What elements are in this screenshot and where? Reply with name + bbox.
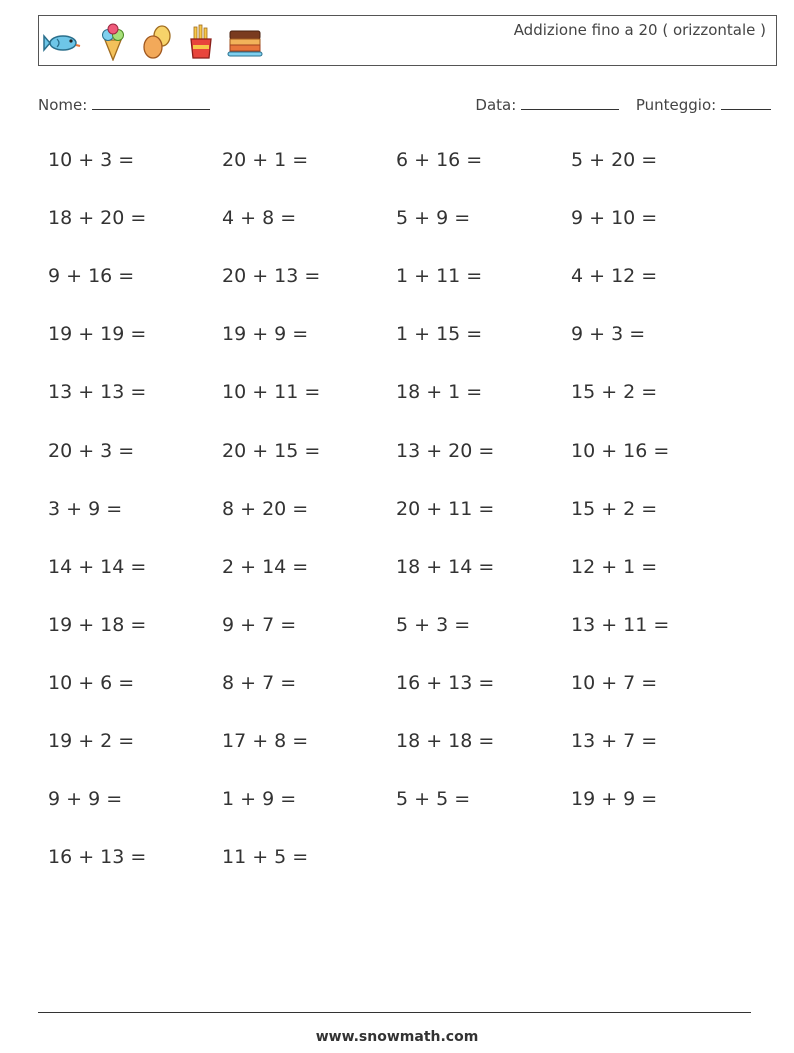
problem-item: 19 + 9 =: [222, 323, 309, 346]
footer-website: www.snowmath.com: [315, 1029, 479, 1045]
worksheet-title: Addizione fino a 20 ( orizzontale ): [513, 21, 766, 39]
problem-item: 13 + 20 =: [396, 439, 495, 462]
problem-item: 15 + 2 =: [571, 497, 658, 520]
problem-item: 5 + 3 =: [396, 613, 471, 636]
problem-item: 13 + 11 =: [571, 613, 670, 636]
problem-item: 10 + 7 =: [571, 671, 658, 694]
problem-item: 18 + 20 =: [48, 207, 147, 230]
problem-item: 10 + 11 =: [222, 381, 321, 404]
fish-icon: [43, 23, 83, 61]
problem-item: 13 + 13 =: [48, 381, 147, 404]
problem-item: 1 + 11 =: [396, 265, 483, 288]
eggs-icon: [137, 23, 177, 61]
problem-item: 4 + 8 =: [222, 207, 297, 230]
info-row: [38, 93, 771, 115]
problem-item: 8 + 7 =: [222, 671, 297, 694]
footer-divider: [38, 1012, 751, 1013]
problem-item: 18 + 18 =: [396, 730, 495, 752]
problem-item: 18 + 14 =: [396, 555, 495, 578]
problem-item: 16 + 13 =: [48, 846, 147, 869]
problem-item: 20 + 1 =: [222, 149, 309, 171]
name-label: Nome:: [38, 96, 88, 114]
header-box: [38, 15, 777, 66]
date-blank[interactable]: [521, 93, 619, 110]
score-blank[interactable]: [721, 93, 771, 110]
problem-item: 19 + 2 =: [48, 730, 135, 752]
name-field: [38, 93, 210, 114]
ice-cream-cone-icon: [93, 23, 133, 61]
problem-item: 3 + 9 =: [48, 497, 123, 520]
problem-item: 19 + 18 =: [48, 613, 147, 636]
problem-item: 5 + 20 =: [571, 149, 658, 171]
problem-item: 9 + 16 =: [48, 265, 135, 288]
problem-item: 20 + 11 =: [396, 497, 495, 520]
name-blank[interactable]: [92, 93, 210, 110]
problem-item: 19 + 9 =: [571, 788, 658, 811]
score-label: Punteggio:: [635, 96, 717, 114]
problem-item: 11 + 5 =: [222, 846, 309, 869]
problem-item: 5 + 5 =: [396, 788, 471, 811]
problem-item: 9 + 10 =: [571, 207, 658, 230]
problem-item: 20 + 15 =: [222, 439, 321, 462]
problem-item: 14 + 14 =: [48, 555, 147, 578]
problem-item: 4 + 12 =: [571, 265, 658, 288]
problem-item: 17 + 8 =: [222, 730, 309, 752]
problem-item: 15 + 2 =: [571, 381, 658, 404]
problem-item: 20 + 3 =: [48, 439, 135, 462]
problem-item: 18 + 1 =: [396, 381, 483, 404]
problem-item: 10 + 3 =: [48, 149, 135, 171]
date-score-fields: [475, 93, 771, 114]
problem-item: 20 + 13 =: [222, 265, 321, 288]
problem-item: 19 + 19 =: [48, 323, 147, 346]
problem-item: 12 + 1 =: [571, 555, 658, 578]
problem-item: 9 + 9 =: [48, 788, 123, 811]
problem-item: 10 + 16 =: [571, 439, 670, 462]
problem-item: 6 + 16 =: [396, 149, 483, 171]
cake-icon: [225, 23, 265, 61]
french-fries-icon: [181, 23, 221, 61]
problem-item: 13 + 7 =: [571, 730, 658, 752]
problem-item: 1 + 9 =: [222, 788, 297, 811]
problem-item: 1 + 15 =: [396, 323, 483, 346]
date-label: Data:: [475, 96, 517, 114]
problem-item: 2 + 14 =: [222, 555, 309, 578]
problem-item: 10 + 6 =: [48, 671, 135, 694]
problem-item: 5 + 9 =: [396, 207, 471, 230]
problem-item: 9 + 3 =: [571, 323, 646, 346]
problem-item: 9 + 7 =: [222, 613, 297, 636]
problem-item: 8 + 20 =: [222, 497, 309, 520]
problem-item: 16 + 13 =: [396, 671, 495, 694]
